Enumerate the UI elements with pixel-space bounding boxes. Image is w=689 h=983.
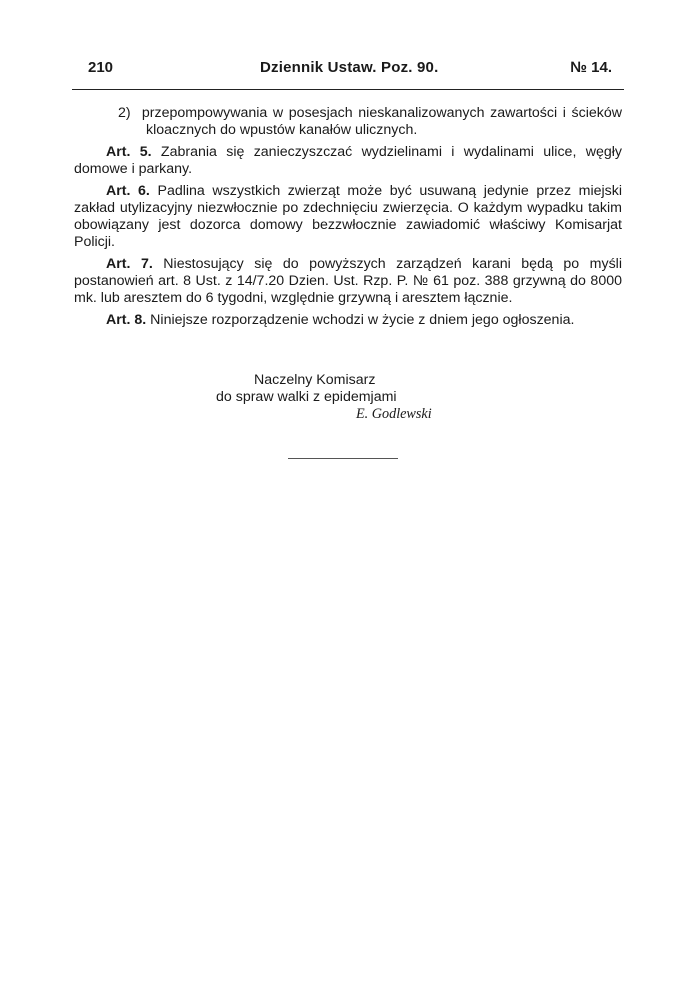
item-text: przepompowywania w posesjach nieskanalizowanych zawartości i ścieków kloacznych do wpustów kanałów ulicznych. (141, 105, 622, 138)
item-number: 2) (118, 105, 131, 121)
header-rule (72, 89, 624, 90)
journal-title: Dziennik Ustaw. Poz. 90. (260, 59, 439, 76)
article-8-text: Niniejsze rozporządzenie wchodzi w życie z dniem jego ogłoszenia. (150, 312, 575, 328)
closing-rule (288, 458, 398, 459)
document-body (74, 105, 622, 334)
article-7 (74, 256, 622, 307)
article-7-label: Art. 7. (106, 256, 153, 272)
article-5-text: Zabrania się zanieczyszczać wydzielinami i wydalinami ulice, węgły domowe i parkany. (74, 144, 622, 177)
article-6 (74, 183, 622, 251)
article-5-label: Art. 5. (106, 144, 152, 160)
signature-block (200, 372, 460, 423)
article-8-label: Art. 8. (106, 312, 147, 328)
signatory-title: Naczelny Komisarz (254, 372, 376, 388)
page-header (74, 59, 624, 81)
signatory-office: do spraw walki z epidemjami (216, 389, 397, 405)
article-7-text: Niestosujący się do powyższych zarządzeń karani będą po myśli postanowień art. 8 Ust. z 14/7.20 Dzien. Ust. Rzp. P. № 61 poz. 388 grzywną do 8000 mk. lub aresztem do 6 tygodni, względnie grzywną i aresztem łącznie. (74, 256, 622, 306)
article-6-label: Art. 6. (106, 183, 150, 199)
list-item-2 (74, 105, 622, 139)
article-5 (74, 144, 622, 178)
article-6-text: Padlina wszystkich zwierząt może być usuwaną jedynie przez miejski zakład utylizacyjny niezwłocznie po zdechnięciu zwierzęcia. O każdym wypadku takim obowiązany jest dozorca domowy bezzwłocznie zawiadomić właściwy Komisarjat Policji. (74, 183, 622, 250)
article-8 (74, 312, 622, 329)
signatory-name: E. Godlewski (356, 406, 432, 422)
page-number: 210 (88, 59, 114, 76)
issue-number: № 14. (570, 59, 612, 76)
